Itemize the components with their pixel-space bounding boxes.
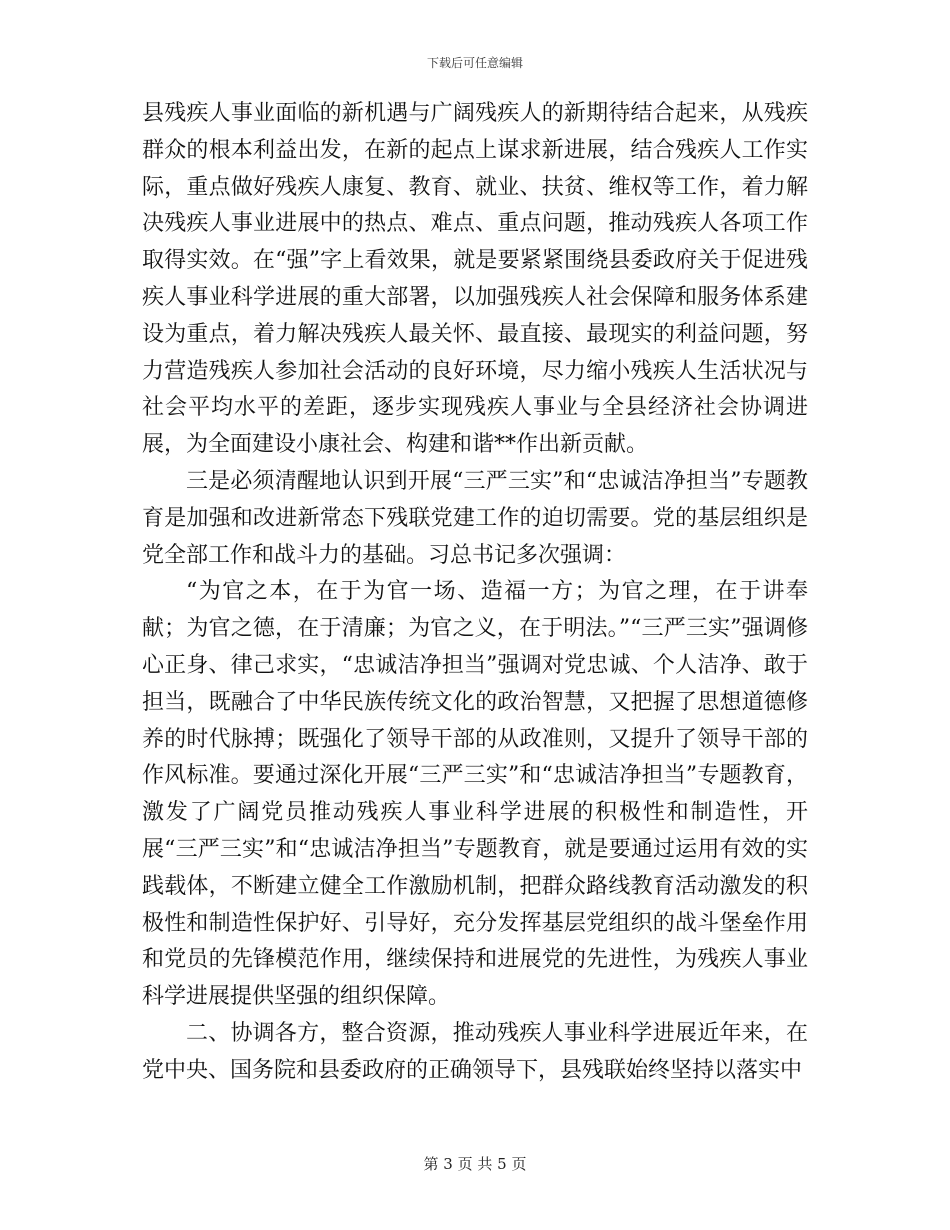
page-header: 下载后可任意编辑 xyxy=(426,56,523,70)
paragraph-point-three: 三是必须清醒地认识到开展“三严三实”和“忠诚洁净担当”专题教育是加强和改进新常态下残联党建工作的迫切需要。党的基层组织是党全部工作和战斗力的基础。习总书记多次强调： xyxy=(142,468,808,568)
paragraph-continuation: 县残疾人事业面临的新机遇与广阔残疾人的新期待结合起来，从残疾群众的根本利益出发，在新的起点上谋求新进展，结合残疾人工作实际，重点做好残疾人康复、教育、就业、扶贫、维权等工作，着力解决残疾人事业进展中的热点、难点、重点问题，推动残疾人各项工作取得实效。在“强”字上看效果，就是要紧紧围绕县委政府关于促进残疾人事业科学进展的重大部署，以加强残疾人社会保障和服务体系建设为重点，着力解决残疾人最关怀、最直接、最现实的利益问题，努力营造残疾人参加社会活动的良好环境，尽力缩小残疾人生活状况与社会平均水平的差距，逐步实现残疾人事业与全县经济社会协调进展，为全面建设小康社会、构建和谐**作出新贡献。 xyxy=(142,101,808,458)
document-body xyxy=(142,96,808,1090)
paragraph-section-two: 二、协调各方，整合资源，推动残疾人事业科学进展近年来，在党中央、国务院和县委政府的正确领导下，县残联始终坚持以落实中 xyxy=(142,1020,808,1083)
paragraph-quote: “为官之本，在于为官一场、造福一方；为官之理，在于讲奉献；为官之德，在于清廉；为官之义，在于明法。”“三严三实”强调修心正身、律己求实，“忠诚洁净担当”强调对党忠诚、个人洁净、敢于担当，既融合了中华民族传统文化的政治智慧，又把握了思想道德修养的时代脉搏；既强化了领导干部的从政准则，又提升了领导干部的作风标准。要通过深化开展“三严三实”和“忠诚洁净担当”专题教育，激发了广阔党员推动残疾人事业科学进展的积极性和制造性，开展“三严三实”和“忠诚洁净担当”专题教育，就是要通过运用有效的实践载体，不断建立健全工作激励机制，把群众路线教育活动激发的积极性和制造性保护好、引导好，充分发挥基层党组织的战斗堡垒作用和党员的先锋模范作用，继续保持和进展党的先进性，为残疾人事业科学进展提供坚强的组织保障。 xyxy=(142,579,808,1010)
page-number: 第 3 页 共 5 页 xyxy=(423,1155,527,1173)
